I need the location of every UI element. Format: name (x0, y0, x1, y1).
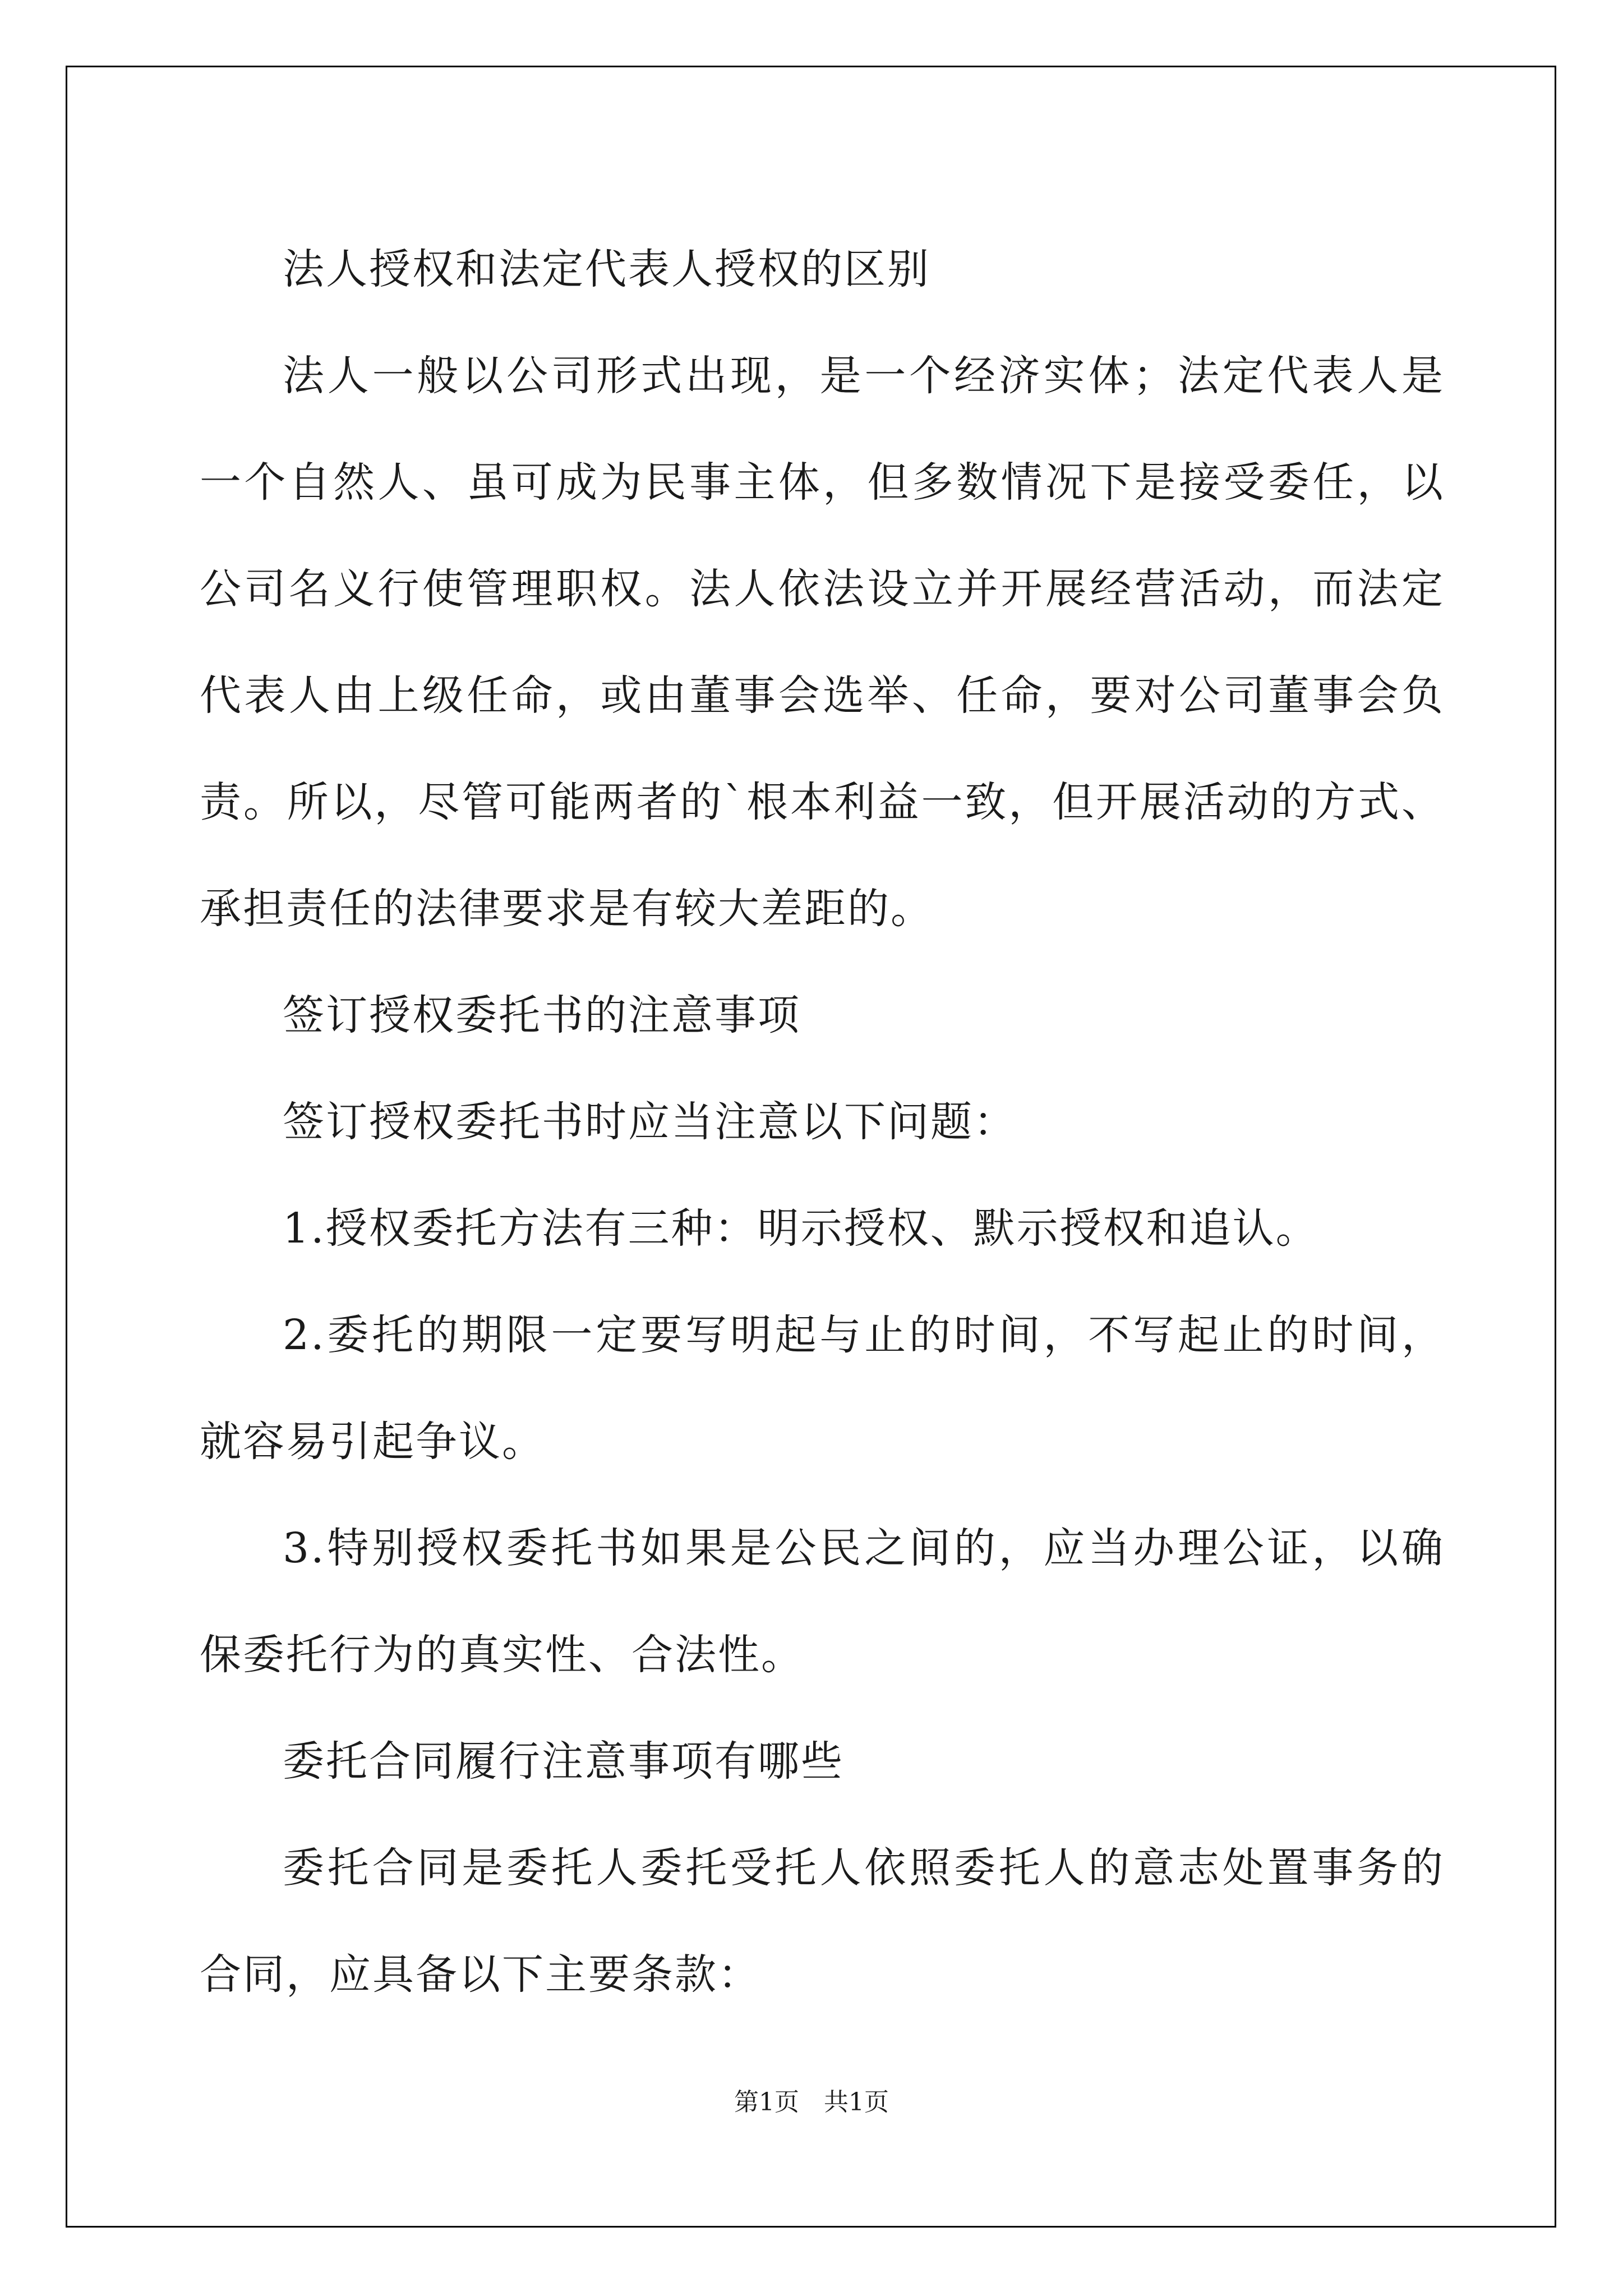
heading-signing-notes: 签订授权委托书的注意事项 (283, 991, 801, 1039)
heading-contract-notes: 委托合同履行注意事项有哪些 (283, 1737, 844, 1786)
heading-difference: 法人授权和法定代表人授权的区别 (283, 245, 930, 293)
paragraph-signing-intro: 签订授权委托书时应当注意以下问题： (283, 1098, 1017, 1146)
paragraph-legal-person: 法人一般以公司形式出现，是一个经济实体；法定代表人是一个自然人、虽可成为民事主体，但多数情况下是接受委任，以公司名义行使管理职权。法人依法设立并开展经营活动，而法定代表人由上级任命，或由董事会选举、任命，要对公司董事会负责。所以，尽管可能两者的`根本利益一致，但开展活动的方式、承担责任的法律要求是有较大差距的。 (200, 352, 1445, 933)
paragraph-contract-definition: 委托合同是委托人委托受托人依照委托人的意志处置事务的合同，应具备以下主要条款： (200, 1844, 1445, 1999)
list-item-2: 2.委托的期限一定要写明起与止的时间，不写起止的时间，就容易引起争议。 (200, 1311, 1445, 1466)
list-item-1: 1.授权委托方法有三种：明示授权、默示授权和追认。 (283, 1204, 1319, 1253)
page-number-footer: 第1页 共1页 (734, 2088, 889, 2116)
document-body (200, 216, 1445, 2028)
list-item-3: 3.特别授权委托书如果是公民之间的，应当办理公证，以确保委托行为的真实性、合法性。 (200, 1524, 1445, 1679)
